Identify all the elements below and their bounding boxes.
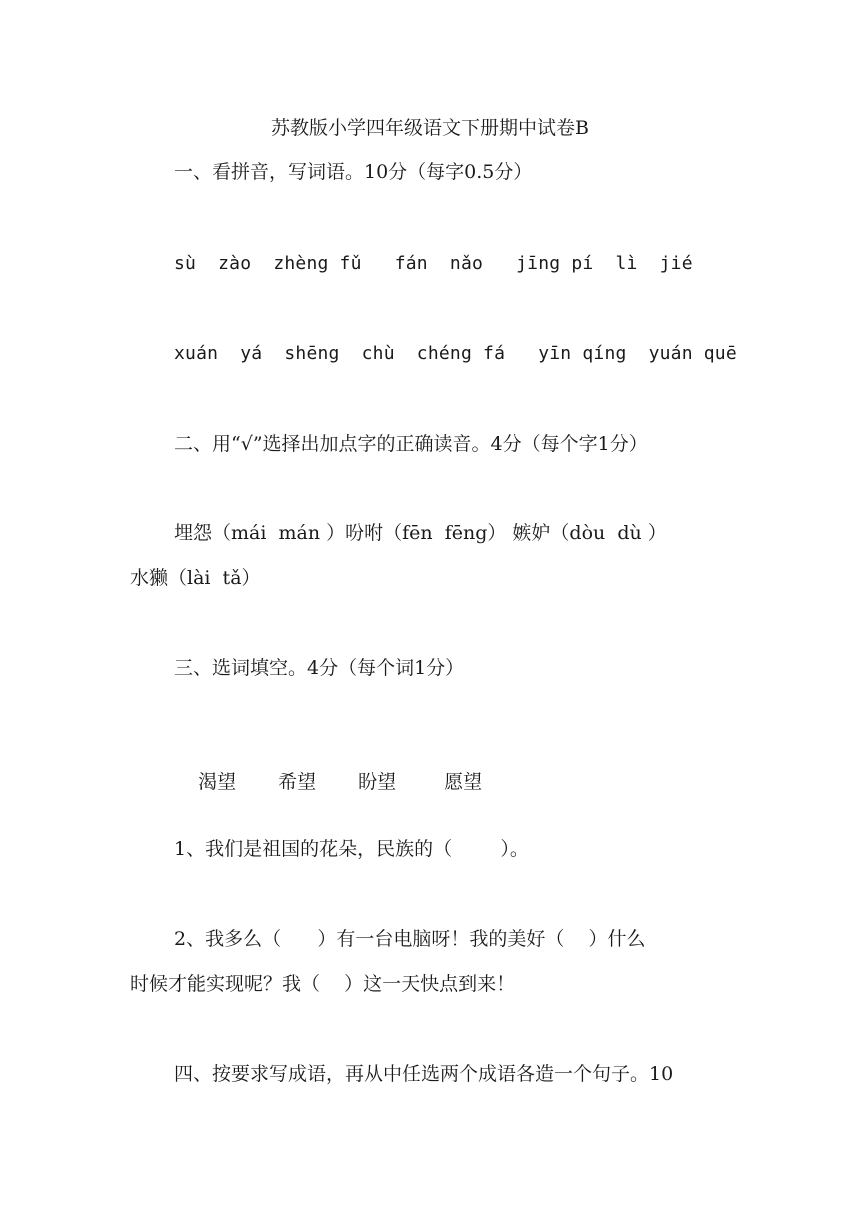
question-1: 1、我们是祖国的花朵，民族的（ ）。 xyxy=(174,838,529,860)
pinyin-row-1: sù zào zhèng fǔ fán nǎo jīng pí lì jié xyxy=(174,253,693,274)
section2-line-1: 埋怨（mái mán ）吩咐（fēn fēng） 嫉妒（dòu dù ） xyxy=(174,522,667,544)
section2-heading: 二、用“√”选择出加点字的正确读音。4分（每个字1分） xyxy=(174,433,648,455)
word-choice: 希望 xyxy=(278,771,317,793)
question-2-line-2: 时候才能实现呢？我（ ）这一天快点到来！ xyxy=(130,973,516,995)
section1-heading: 一、看拼音，写词语。10分（每字0.5分） xyxy=(174,161,533,183)
word-choices xyxy=(174,746,482,818)
word-choice: 愿望 xyxy=(444,771,483,793)
section4-heading: 四、按要求写成语，再从中任选两个成语各造一个句子。10 xyxy=(174,1063,674,1085)
section2-line-2: 水獭（lài tǎ） xyxy=(130,567,261,589)
section3-heading: 三、选词填空。4分（每个词1分） xyxy=(174,657,465,679)
pinyin-row-2: xuán yá shēng chù chéng fá yīn qíng yuán quē xyxy=(174,343,737,364)
page-title: 苏教版小学四年级语文下册期中试卷B xyxy=(271,117,589,139)
question-2-line-1: 2、我多么（ ）有一台电脑呀！我的美好（ ）什么 xyxy=(174,928,646,950)
word-choice: 盼望 xyxy=(358,771,397,793)
word-choice: 渴望 xyxy=(198,771,237,793)
